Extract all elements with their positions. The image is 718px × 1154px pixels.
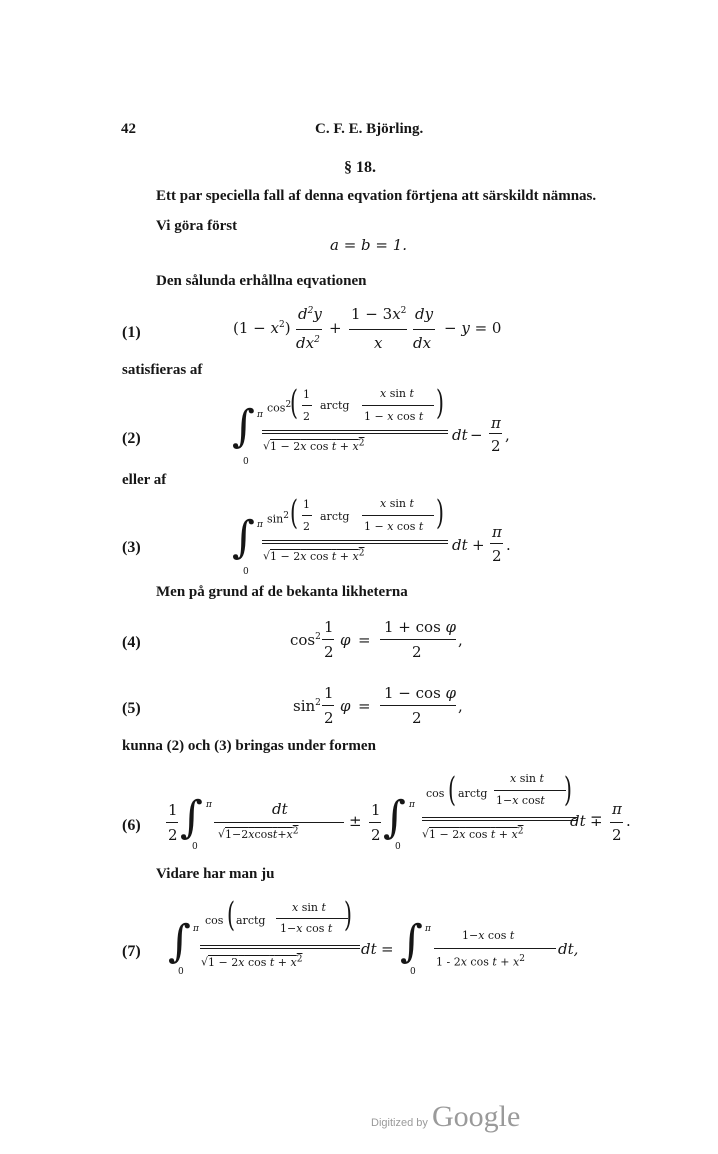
condition: a = b = 1. xyxy=(330,236,408,254)
paragraph-line: Men på grund af de bekanta likheterna xyxy=(156,584,408,600)
google-logo: Google xyxy=(432,1100,521,1133)
equation-number: (2) xyxy=(122,430,141,447)
page-number: 42 xyxy=(121,121,136,137)
section-heading: § 18. xyxy=(344,159,376,176)
paragraph-line: kunna (2) och (3) bringas under formen xyxy=(122,738,376,754)
equation-number: (1) xyxy=(122,324,141,341)
equation-number: (4) xyxy=(122,634,141,651)
watermark-prefix: Digitized by xyxy=(371,1117,428,1129)
equation-number: (6) xyxy=(122,817,141,834)
paragraph-line: eller af xyxy=(122,472,167,488)
running-title: C. F. E. Björling. xyxy=(315,121,424,137)
paragraph-line: Den sålunda erhållna eqvationen xyxy=(156,273,367,289)
equation-number: (5) xyxy=(122,700,141,717)
paragraph-line: Vidare har man ju xyxy=(156,866,275,882)
paragraph-line: satisfieras af xyxy=(122,362,203,378)
equation-number: (3) xyxy=(122,539,141,556)
equation-number: (7) xyxy=(122,943,141,960)
paragraph-line: Ett par speciella fall af denna eqvation förtjena att särskildt nämnas. xyxy=(156,188,597,204)
paragraph-line: Vi göra först xyxy=(156,218,238,234)
